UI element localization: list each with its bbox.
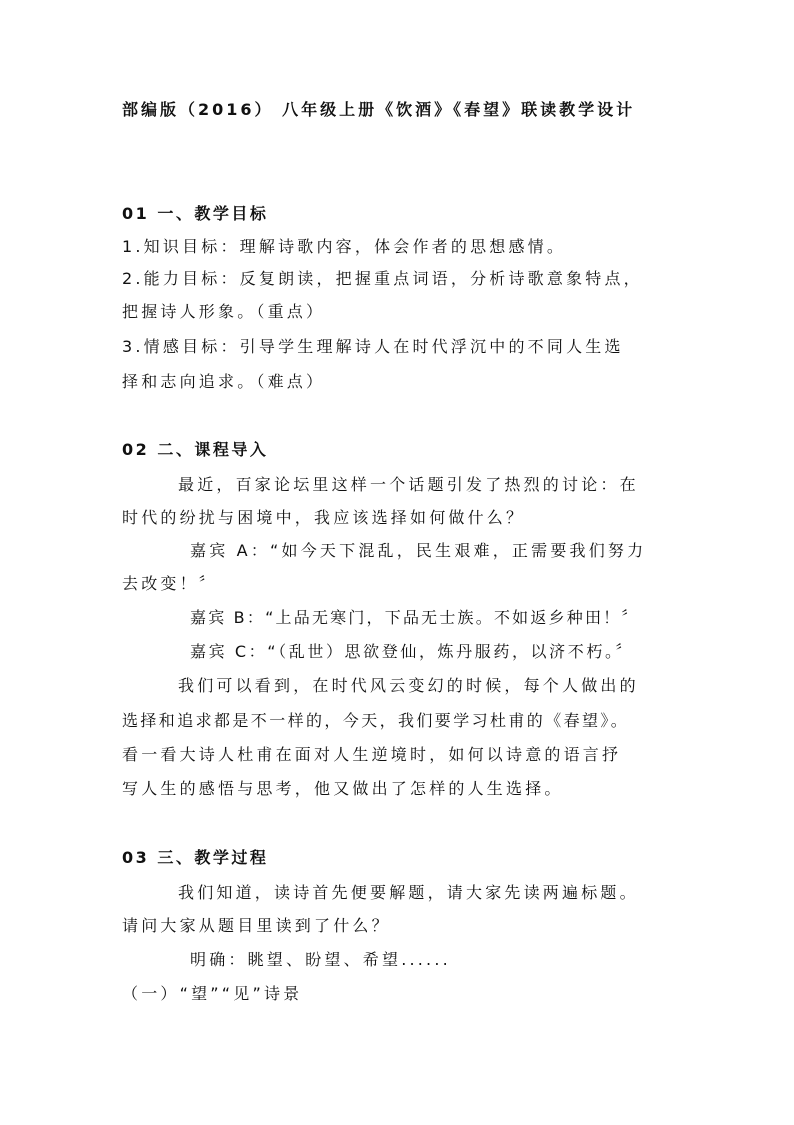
section-heading-process: 03 三、教学过程 (122, 848, 269, 867)
section-heading-introduction: 02 二、课程导入 (122, 440, 269, 459)
paragraph-line: 择和志向追求。（难点） (122, 372, 326, 391)
subsection-heading: （一）“望”“见”诗景 (122, 984, 303, 1003)
paragraph-line: 选择和追求都是不一样的，今天，我们要学习杜甫的《春望》。 (122, 711, 630, 730)
paragraph-line: 2.能力目标：反复朗读，把握重点词语，分析诗歌意象特点， (122, 269, 643, 288)
paragraph-line: 时代的纷扰与困境中，我应该选择如何做什么？ (122, 508, 526, 527)
paragraph-line: 3.情感目标：引导学生理解诗人在时代浮沉中的不同人生选 (122, 337, 624, 356)
paragraph-line: 我们知道，读诗首先便要解题，请大家先读两遍标题。 (178, 883, 639, 902)
paragraph-line: 嘉宾 A：“如今天下混乱，民生艰难，正需要我们努力 (190, 541, 647, 560)
paragraph-line: 我们可以看到，在时代风云变幻的时候，每个人做出的 (178, 676, 639, 695)
paragraph-line: 明确：眺望、盼望、希望...... (190, 950, 451, 969)
paragraph-line: 去改变！〞 (122, 574, 219, 593)
paragraph-line: 看一看大诗人杜甫在面对人生逆境时，如何以诗意的语言抒 (122, 745, 622, 764)
paragraph-line: 写人生的感悟与思考，他又做出了怎样的人生选择。 (122, 779, 564, 798)
paragraph-line: 最近，百家论坛里这样一个话题引发了热烈的讨论：在 (178, 475, 639, 494)
paragraph-line: 1.知识目标：理解诗歌内容，体会作者的思想感情。 (122, 237, 567, 256)
document-title: 部编版（2016） 八年级上册《饮酒》《春望》联读教学设计 (122, 100, 636, 119)
paragraph-line: 嘉宾 C：“（乱世）思欲登仙，炼丹服药，以济不朽。〞 (190, 642, 635, 661)
paragraph-line: 嘉宾 B：“上品无寒门，下品无士族。不如返乡种田！〞 (190, 608, 640, 627)
paragraph-line: 请问大家从题目里读到了什么？ (122, 916, 391, 935)
paragraph-line: 把握诗人形象。（重点） (122, 302, 326, 321)
section-heading-objectives: 01 一、教学目标 (122, 204, 269, 223)
